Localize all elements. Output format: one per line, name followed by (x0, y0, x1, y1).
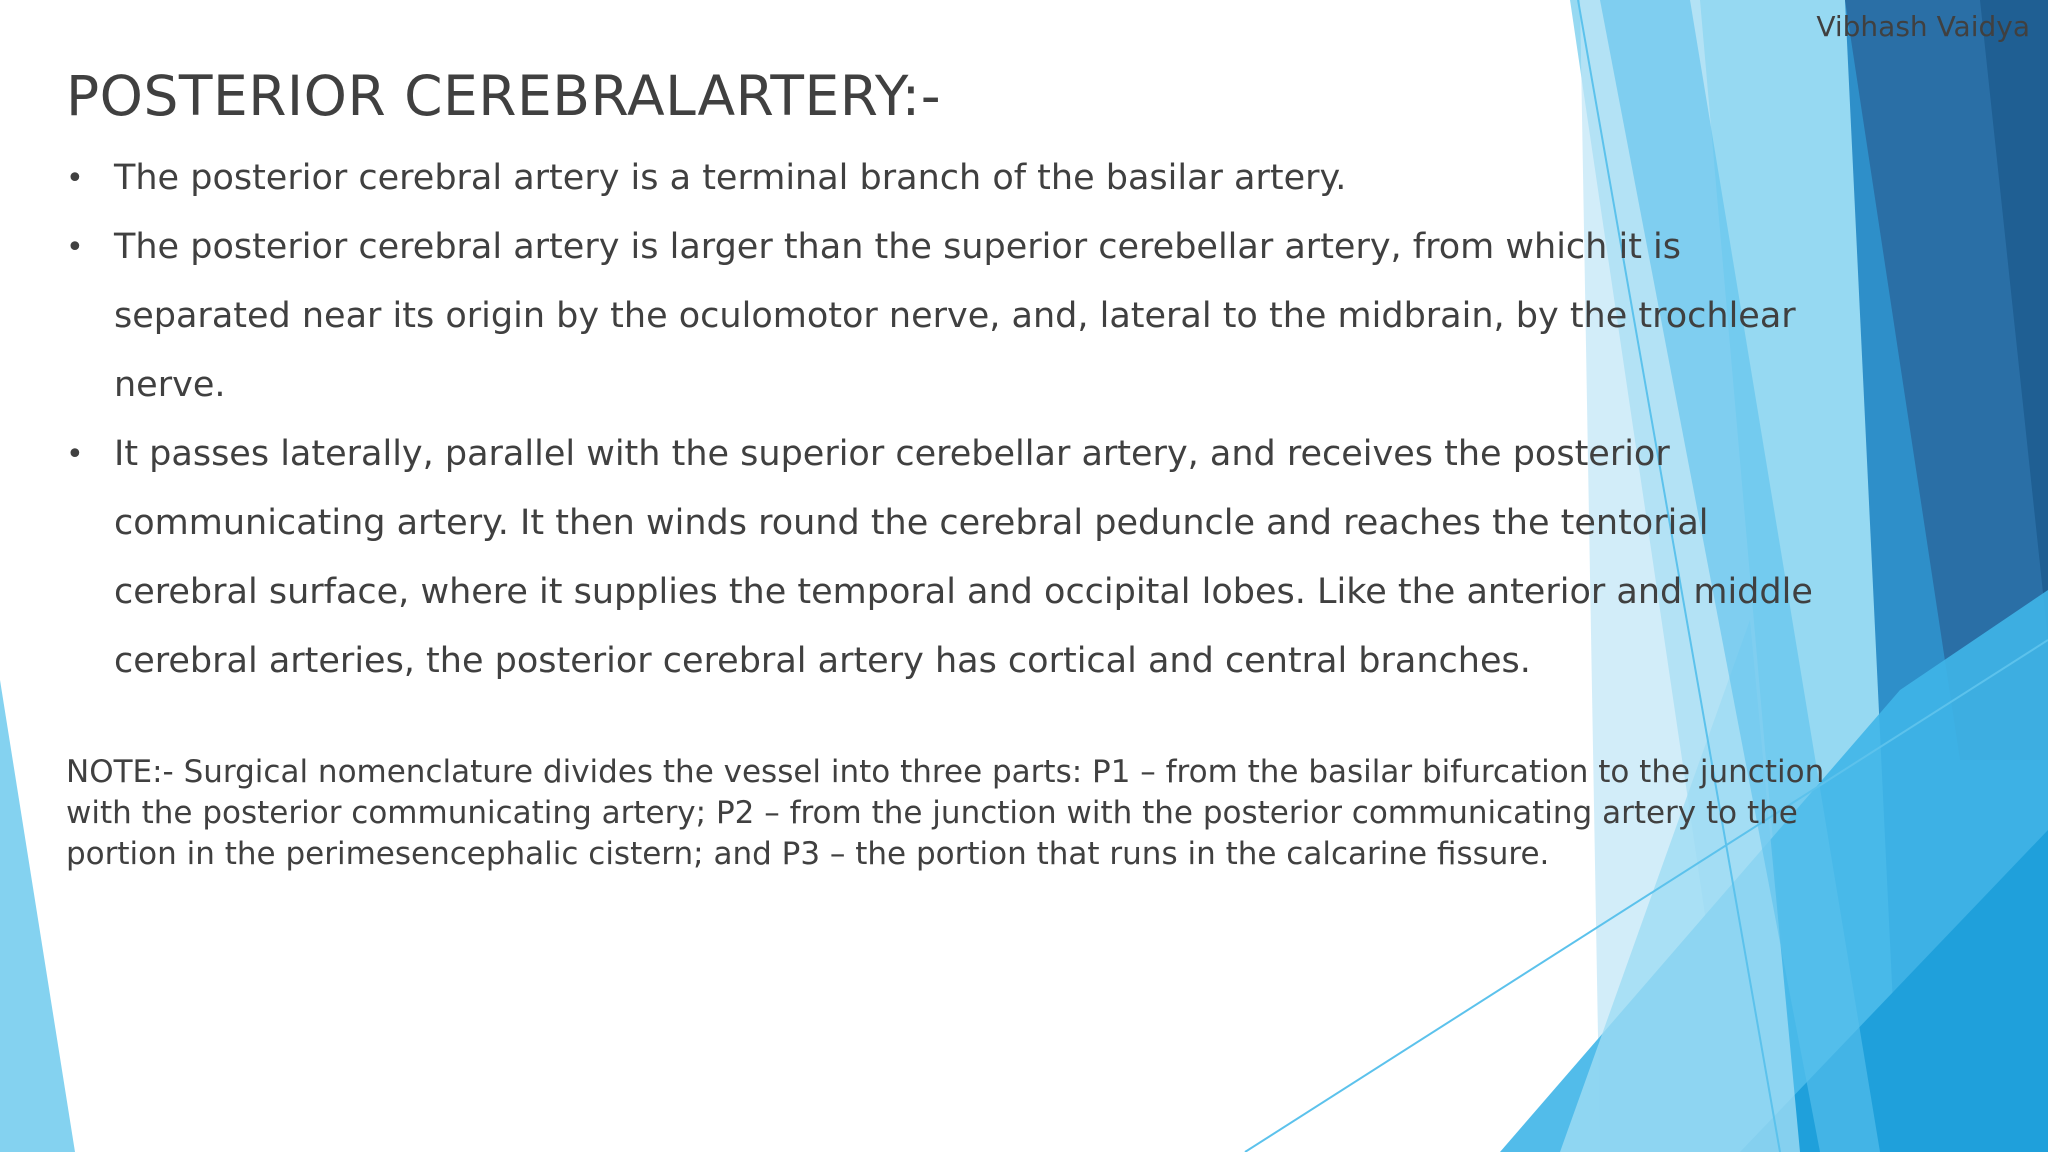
slide-title: POSTERIOR CEREBRALARTERY:- (66, 64, 942, 128)
bullet-text: The posterior cerebral artery is larger than the superior cerebellar artery, from which it is separated near its origin by the oculomotor nerve, and, lateral to the midbrain, by the trochlear nerve. (114, 227, 1796, 405)
bullet-dot-icon: • (66, 230, 84, 265)
bullet-text: It passes laterally, parallel with the superior cerebellar artery, and receives the posterior communicating artery. It then winds round the cerebral peduncle and reaches the tentorial cerebral surface, where it supplies the temporal and occipital lobes. Like the anterior and middle cerebral arteries, the posterior cerebral artery has cortical and central branches. (114, 434, 1813, 681)
bullet-dot-icon: • (66, 161, 84, 196)
bullet-item (66, 420, 1826, 696)
bullet-text: The posterior cerebral artery is a terminal branch of the basilar artery. (114, 158, 1347, 198)
note-paragraph: NOTE:- Surgical nomenclature divides the vessel into three parts: P1 – from the basilar bifurcation to the junction with the posterior communicating artery; P2 – from the junction with the posterior communicating artery to the portion in the perimesencephalic cistern; and P3 – the portion that runs in the calcarine fissure. (66, 754, 1825, 872)
facet-left-sliver (0, 680, 75, 1152)
bullet-dot-icon: • (66, 437, 84, 472)
bullet-item (66, 144, 1826, 213)
bullet-item (66, 213, 1826, 420)
author-name: Vibhash Vaidya (1816, 10, 2030, 43)
bullet-list (66, 144, 1826, 696)
